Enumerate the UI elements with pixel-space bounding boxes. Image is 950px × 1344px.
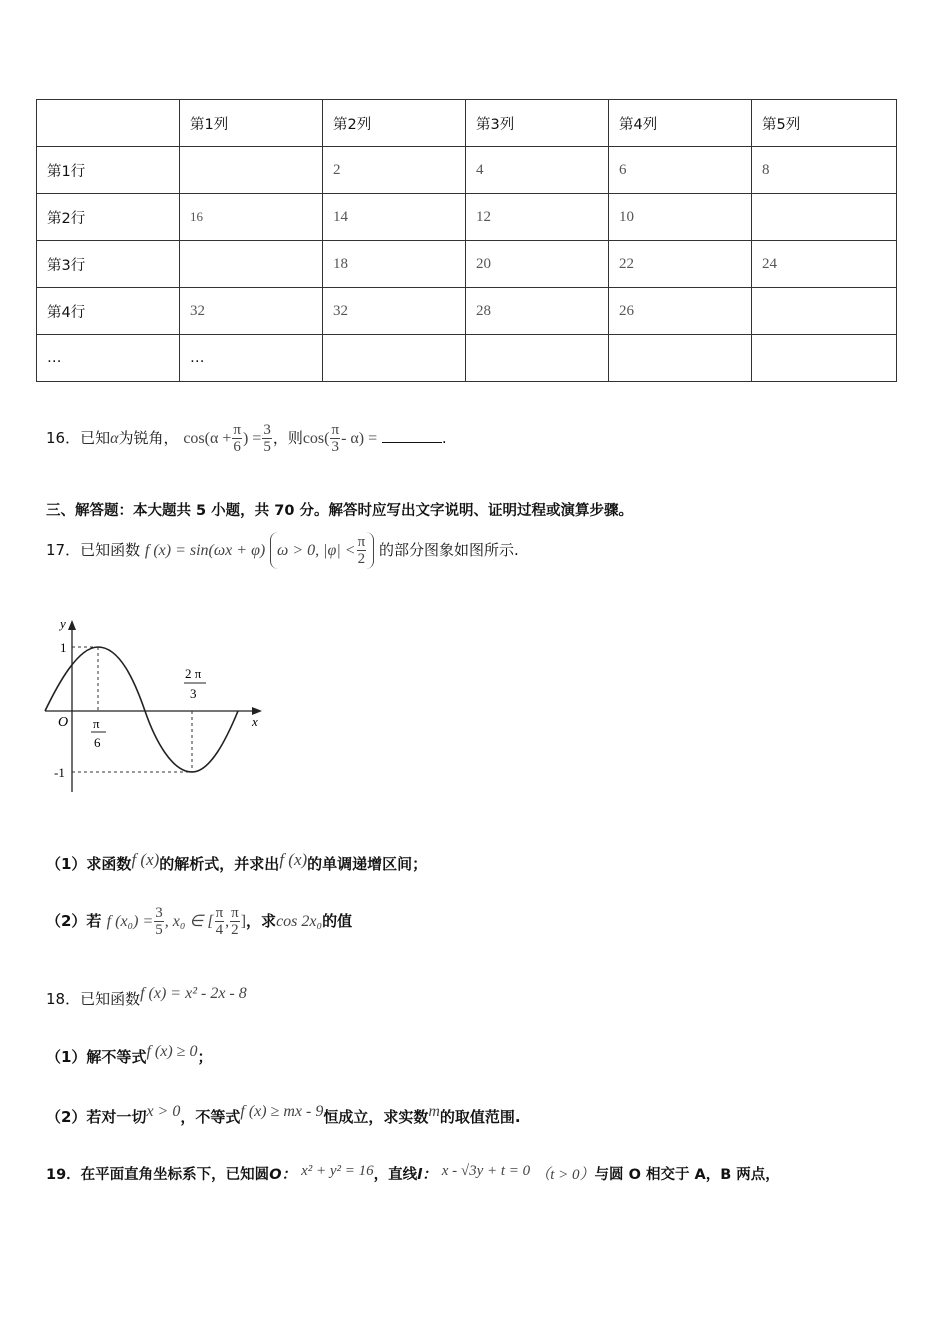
q16-text-b: 为锐角， bbox=[118, 429, 179, 447]
q17-p1-f2: f (x) bbox=[279, 850, 308, 869]
table-cell: 22 bbox=[609, 241, 752, 288]
table-cell bbox=[466, 335, 609, 382]
table-row bbox=[37, 241, 897, 288]
table-cell: 32 bbox=[180, 288, 323, 335]
question-19 bbox=[46, 1163, 780, 1184]
table-cell bbox=[752, 194, 897, 241]
frac-denominator: 5 bbox=[263, 439, 271, 455]
twopi3-numerator: 2 π bbox=[185, 666, 202, 681]
frac-denominator: 2 bbox=[231, 922, 239, 938]
q19-line-l: l： bbox=[417, 1167, 437, 1183]
table-cell: 6 bbox=[609, 147, 752, 194]
frac-numerator: 3 bbox=[155, 905, 163, 921]
q17-p2-frac-3-5 bbox=[154, 905, 164, 938]
q19-line-eq: x - √3y + t = 0 bbox=[441, 1163, 531, 1179]
table-cell: … bbox=[180, 335, 323, 382]
one-label: 1 bbox=[60, 640, 67, 655]
q19-intro: 19．在平面直角坐标系下，已知圆 bbox=[46, 1167, 270, 1183]
q17-p2-math bbox=[106, 905, 247, 938]
table-cell bbox=[323, 335, 466, 382]
q17-p2-frac-pi2 bbox=[230, 905, 240, 938]
q18-p2-m: m bbox=[428, 1103, 440, 1120]
q17-p2-comma: , bbox=[225, 913, 230, 930]
frac-numerator: π bbox=[233, 422, 241, 438]
q16-cos2-open: cos( bbox=[302, 430, 330, 447]
question-17 bbox=[46, 532, 519, 569]
table-cell bbox=[609, 335, 752, 382]
table-cell: 24 bbox=[752, 241, 897, 288]
question-18-part-1 bbox=[46, 1043, 212, 1067]
table-header-row bbox=[37, 100, 897, 147]
q17-p2-f: f (x₀) = bbox=[106, 913, 154, 930]
pi6-denominator: 6 bbox=[94, 735, 101, 750]
frac-numerator: 3 bbox=[263, 422, 271, 438]
row-label: … bbox=[37, 335, 180, 382]
sine-graph bbox=[40, 612, 275, 797]
q17-p2-frac-pi4 bbox=[215, 905, 225, 938]
q18-func: f (x) = x² - 2x - 8 bbox=[140, 985, 247, 1002]
origin-label: O bbox=[58, 715, 69, 730]
q18-intro: 18．已知函数 bbox=[46, 990, 141, 1008]
q19-circle-eq: x² + y² = 16 bbox=[301, 1163, 374, 1179]
q17-p1-end: 的单调递增区间； bbox=[307, 855, 428, 873]
table-header-cell: 第1列 bbox=[180, 100, 323, 147]
q16-frac-pi3 bbox=[330, 422, 340, 455]
table-header-cell: 第3列 bbox=[466, 100, 609, 147]
row-label: 第2行 bbox=[37, 194, 180, 241]
q16-eq: ) = bbox=[242, 430, 262, 447]
table-header-cell: 第5列 bbox=[752, 100, 897, 147]
table-cell bbox=[752, 288, 897, 335]
table-row bbox=[37, 335, 897, 382]
q18-p2-cond: x > 0 bbox=[146, 1103, 181, 1120]
q16-number: 16． bbox=[46, 429, 81, 447]
q18-p1-ineq: f (x) ≥ 0 bbox=[146, 1043, 198, 1060]
q16-frac-pi6 bbox=[232, 422, 242, 455]
q16-cos-open: cos(α + bbox=[183, 430, 232, 447]
table-cell bbox=[180, 241, 323, 288]
question-17-part-1 bbox=[46, 850, 427, 874]
q18-p2-ineq: f (x) ≥ mx - 9 bbox=[240, 1103, 324, 1120]
table-cell: 10 bbox=[609, 194, 752, 241]
table-cell bbox=[180, 147, 323, 194]
question-17-part-2 bbox=[46, 905, 352, 938]
q17-p1-f1: f (x) bbox=[131, 850, 160, 869]
q19-line-label: ，直线 bbox=[373, 1167, 418, 1183]
q17-cond-text: ω > 0, |φ| < bbox=[277, 542, 356, 559]
q17-intro-a: 17．已知函数 bbox=[46, 541, 141, 559]
table-cell: 16 bbox=[180, 194, 323, 241]
frac-numerator: π bbox=[231, 905, 239, 921]
q17-p2-end: 的值 bbox=[322, 912, 353, 930]
q17-p2-cos: cos 2x₀ bbox=[276, 913, 323, 930]
table-cell: 8 bbox=[752, 147, 897, 194]
table-row bbox=[37, 147, 897, 194]
table-cell: 28 bbox=[466, 288, 609, 335]
q17-p1-label: （1）求函数 bbox=[46, 855, 132, 873]
table-cell bbox=[37, 100, 180, 147]
table-cell: 32 bbox=[323, 288, 466, 335]
table-cell: 18 bbox=[323, 241, 466, 288]
q17-func: f (x) = sin(ωx + φ) bbox=[144, 542, 266, 559]
table-cell: 12 bbox=[466, 194, 609, 241]
frac-denominator: 5 bbox=[155, 922, 163, 938]
q16-text-c: ，则 bbox=[272, 429, 303, 447]
number-table bbox=[36, 99, 897, 382]
q16-text-a: 已知 bbox=[80, 429, 111, 447]
q18-p2-mid: ，不等式 bbox=[180, 1108, 241, 1126]
q16-alpha: α bbox=[110, 430, 119, 447]
q16-cos2-close: - α) = bbox=[341, 430, 378, 447]
y-label: y bbox=[60, 616, 66, 631]
q16-dot: . bbox=[441, 429, 447, 447]
q17-p1-mid: 的解析式，并求出 bbox=[159, 855, 280, 873]
frac-denominator: 4 bbox=[215, 922, 224, 938]
answer-blank[interactable] bbox=[382, 428, 442, 443]
neg-one-label: -1 bbox=[54, 765, 65, 780]
frac-denominator: 6 bbox=[233, 439, 241, 455]
question-16 bbox=[46, 422, 447, 455]
q18-p2-end: 的取值范围. bbox=[439, 1108, 521, 1126]
frac-denominator: 2 bbox=[357, 551, 366, 567]
q18-p1-end: ； bbox=[197, 1048, 213, 1066]
sine-curve bbox=[45, 647, 238, 772]
q16-frac-3-5 bbox=[262, 422, 272, 455]
row-label: 第3行 bbox=[37, 241, 180, 288]
row-label: 第1行 bbox=[37, 147, 180, 194]
pi6-numerator: π bbox=[93, 716, 100, 731]
table-cell bbox=[752, 335, 897, 382]
q17-condition bbox=[270, 532, 374, 569]
question-18 bbox=[46, 985, 247, 1009]
q18-p2-label: （2）若对一切 bbox=[46, 1108, 147, 1126]
table-header-cell: 第2列 bbox=[323, 100, 466, 147]
frac-numerator: π bbox=[331, 422, 340, 438]
section-3-heading: 三、解答题：本大题共 5 小题，共 70 分。解答时应写出文字说明、证明过程或演算步骤。 bbox=[46, 503, 633, 519]
x-label: x bbox=[252, 714, 258, 729]
q19-cond: （t > 0） bbox=[535, 1167, 595, 1183]
question-18-part-2 bbox=[46, 1103, 521, 1127]
q18-p1-label: （1）解不等式 bbox=[46, 1048, 147, 1066]
table-cell: 20 bbox=[466, 241, 609, 288]
q17-p2-mid: ，求 bbox=[246, 912, 277, 930]
table-header-cell: 第4列 bbox=[609, 100, 752, 147]
q17-frac-pi2 bbox=[357, 534, 367, 567]
row-label: 第4行 bbox=[37, 288, 180, 335]
table-cell: 4 bbox=[466, 147, 609, 194]
table-row bbox=[37, 288, 897, 335]
twopi3-denominator: 3 bbox=[190, 686, 197, 701]
table-cell: 26 bbox=[609, 288, 752, 335]
q19-rest: 与圆 O 相交于 A，B 两点， bbox=[594, 1167, 780, 1183]
y-axis-arrow-icon bbox=[68, 620, 76, 630]
table-row bbox=[37, 194, 897, 241]
q19-circle: O： bbox=[269, 1167, 297, 1183]
frac-numerator: π bbox=[215, 905, 224, 921]
frac-denominator: 3 bbox=[331, 439, 340, 455]
q18-p2-mid2: 恒成立，求实数 bbox=[323, 1108, 429, 1126]
q17-intro-b: 的部分图象如图所示. bbox=[378, 541, 519, 559]
frac-numerator: π bbox=[357, 534, 366, 550]
q17-p2-label: （2）若 bbox=[46, 912, 102, 930]
q17-p2-close: ] bbox=[240, 913, 247, 930]
table-cell: 2 bbox=[323, 147, 466, 194]
q17-p2-x0in: , x₀ ∈ [ bbox=[164, 913, 214, 930]
table-cell: 14 bbox=[323, 194, 466, 241]
